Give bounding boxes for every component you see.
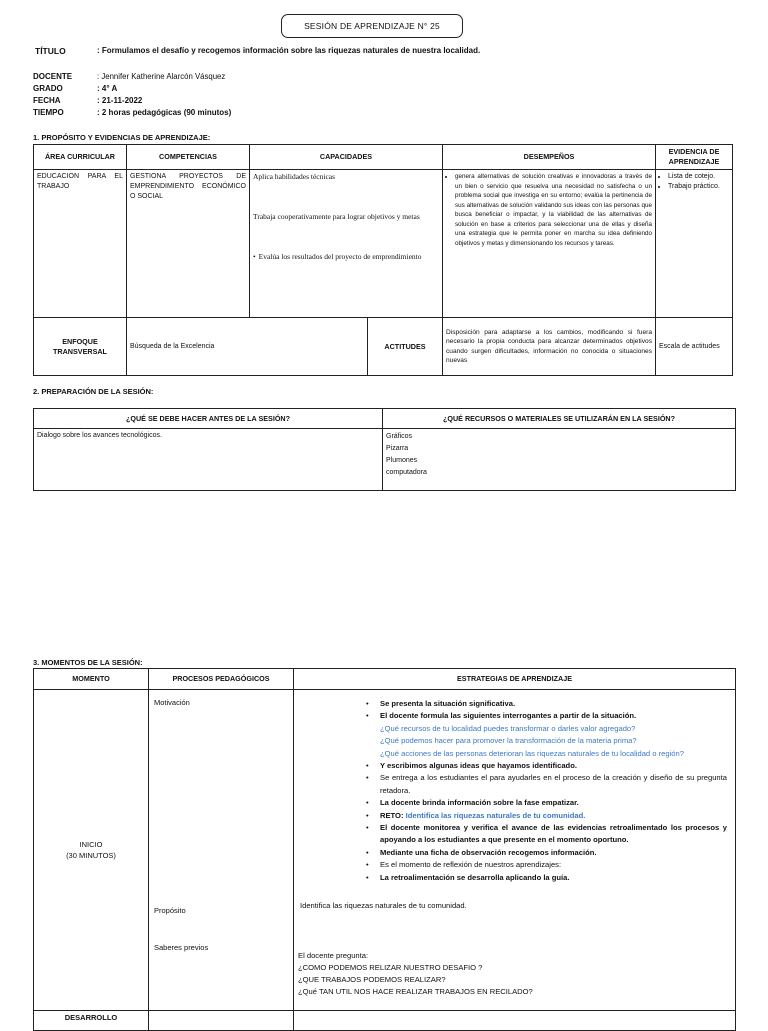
actitudes-value: Disposición para adaptarse a los cambios, modificando si fuera necesario la propia conducta para alcanzar determinados objetivos cuando surgen dificultades, información no conocida o situaciones nuevas (443, 318, 656, 376)
evidencia-item: • Lista de cotejo. (668, 172, 729, 182)
strategy-item (364, 822, 727, 847)
recurso-item: Plumones (386, 457, 418, 464)
strategy-text: ¿Qué podemos hacer para promover la transformación de la materia prima? (380, 736, 637, 746)
bullet-icon: • (366, 847, 369, 857)
strategy-item (364, 772, 727, 797)
desarrollo-proceso (149, 1011, 294, 1031)
capacidad-3: Evalúa los resultados del proyecto de emprendimiento (258, 252, 422, 261)
proposito-text: Identifica las riquezas naturales de tu comunidad. (300, 901, 467, 910)
docente-value: : Jennifer Katherine Alarcón Vásquez (97, 72, 226, 81)
strategy-text: La docente brinda información sobre la fase empatizar. (380, 798, 579, 808)
bullet-icon: • (366, 798, 369, 808)
strategy-text: Se entrega a los estudiantes el para ayudarles en el proceso de la creación y diseño de su pregunta retadora. (380, 773, 727, 795)
strategy-text: Y escribimos algunas ideas que hayamos identificado. (380, 761, 577, 771)
saberes-label: Saberes previos (154, 943, 209, 952)
antes-cell: Dialogo sobre los avances tecnológicos. (34, 429, 383, 491)
competencia-cell: GESTIONA PROYECTOS DE EMPRENDIMIENTO ECONÓMICO O SOCIAL (127, 170, 250, 318)
strategy-item (364, 723, 727, 735)
procesos-cell (149, 690, 294, 1011)
header-capacidades: CAPACIDADES (250, 145, 443, 170)
motivacion-label: Motivación (154, 698, 190, 707)
strategy-text: El docente formula las siguientes interrogantes a partir de la situación. (380, 711, 637, 721)
header-competencias: COMPETENCIAS (127, 145, 250, 170)
saberes-block (298, 950, 533, 998)
recursos-cell (383, 429, 736, 491)
docente-label: DOCENTE (33, 72, 73, 81)
fecha-value: : 21-11-2022 (97, 96, 143, 105)
inicio-label: INICIO (79, 840, 103, 849)
strategy-item (364, 698, 727, 710)
strategy-item (364, 847, 727, 859)
area-cell: EDUCACION PARA EL TRABAJO (34, 170, 127, 318)
preparacion-table (33, 408, 736, 491)
page-title: SESIÓN DE APRENDIZAJE N° 25 (281, 14, 463, 38)
bullet-icon: • (366, 810, 369, 820)
desempeno-text: • genera alternativas de solución creativas e innovadoras a través de un bien o servicio que resuelva una necesidad no satisfecha o un problema social que investiga en su entorno; evalúa la pertinencia de sus alternativas de solución validando sus ideas con las personas que busca beneficiar o impactar, y la viabilidad de las alternativas de solución en base a criterios para seleccionar una de ellas y diseña una estrategia que le permita poner en marcha su idea definiendo objetivos y metas y dimensionando los recursos y tareas. (455, 172, 652, 248)
strategy-item (364, 859, 727, 871)
momentos-table (33, 668, 736, 1031)
bullet-icon: • (366, 860, 369, 870)
saberes-question: ¿Qué TAN UTIL NOS HACE REALIZAR TRABAJOS EN RECILADO? (298, 987, 533, 996)
inicio-time: (30 MINUTOS) (66, 851, 116, 860)
recurso-item: Gráficos (386, 433, 413, 440)
strategy-item (364, 810, 727, 822)
recurso-item: computadora (386, 469, 427, 476)
bullet-icon: • (253, 252, 256, 261)
strategy-text: Mediante una ficha de observación recogemos información. (380, 847, 597, 857)
bullet-icon: • (366, 823, 369, 833)
desarrollo-label: DESARROLLO (34, 1011, 149, 1031)
section3-title: 3. MOMENTOS DE LA SESIÓN: (33, 658, 143, 667)
evidencia-item: • Trabajo práctico. (668, 182, 729, 192)
bullet-icon: • (366, 761, 369, 771)
saberes-question: ¿COMO PODEMOS RELIZAR NUESTRO DESAFIO ? (298, 963, 483, 972)
strategy-text: La retroalimentación se desarrolla aplicando la guía. (380, 872, 570, 882)
strategy-text: RETO: Identifica las riquezas naturales de tu comunidad. (380, 810, 586, 820)
titulo-value: : Formulamos el desafío y recogemos información sobre las riquezas naturales de nuestra localidad. (97, 46, 481, 55)
proposito-label: Propósito (154, 906, 186, 915)
header-procesos: PROCESOS PEDAGÓGICOS (149, 669, 294, 690)
bullet-icon: • (366, 699, 369, 708)
tiempo-label: TIEMPO (33, 108, 64, 117)
inicio-cell (34, 690, 149, 1011)
strategy-text: Se presenta la situación significativa. (380, 699, 516, 708)
escala-cell: Escala de actitudes (656, 318, 733, 376)
strategy-item (364, 748, 727, 760)
capacidad-1: Aplica habilidades técnicas (253, 172, 336, 181)
estrategias-cell (294, 690, 736, 1011)
bullet-icon: • (366, 872, 369, 882)
capacidades-cell (250, 170, 443, 318)
strategy-item (364, 760, 727, 772)
proposito-table (33, 144, 733, 376)
header-antes: ¿QUÉ SE DEBE HACER ANTES DE LA SESIÓN? (34, 409, 383, 429)
strategy-text: ¿Qué acciones de las personas deterioran las riquezas naturales de tu localidad o región? (380, 748, 684, 758)
grado-value: : 4° A (97, 84, 118, 93)
strategy-item (364, 735, 727, 747)
titulo-label: TÍTULO (35, 46, 66, 56)
strategy-item (364, 710, 727, 722)
section1-title: 1. PROPÓSITO Y EVIDENCIAS DE APRENDIZAJE: (33, 133, 211, 142)
saberes-question: ¿QUE TRABAJOS PODEMOS REALIZAR? (298, 975, 446, 984)
strategy-item (364, 872, 727, 884)
enfoque-value: Búsqueda de la Excelencia (127, 318, 368, 376)
section2-title: 2. PREPARACIÓN DE LA SESIÓN: (33, 387, 154, 396)
tiempo-value: : 2 horas pedagógicas (90 minutos) (97, 108, 232, 117)
grado-label: GRADO (33, 84, 63, 93)
header-recursos: ¿QUÉ RECURSOS O MATERIALES SE UTILIZARÁN EN LA SESIÓN? (383, 409, 736, 429)
strategy-item (364, 797, 727, 809)
header-area: ÁREA CURRICULAR (34, 145, 127, 170)
strategies-list (364, 698, 727, 884)
actitudes-label: ACTITUDES (368, 318, 443, 376)
header-desempenos: DESEMPEÑOS (443, 145, 656, 170)
header-estrategias: ESTRATEGIAS DE APRENDIZAJE (294, 669, 736, 690)
capacidad-3-row (253, 252, 439, 262)
desempeno-cell (443, 170, 656, 318)
saberes-intro: El docente pregunta: (298, 951, 369, 960)
strategy-text: ¿Qué recursos de tu localidad puedes transformar o darles valor agregado? (380, 723, 636, 733)
fecha-label: FECHA (33, 96, 61, 105)
desarrollo-estrategia (294, 1011, 736, 1031)
bullet-icon: • (366, 711, 369, 721)
strategy-text: El docente monitorea y verifica el avance de las evidencias retroalimentado los procesos y apoyando a los estudiantes a que presente en el momento oportuno. (380, 823, 727, 845)
header-evidencia: EVIDENCIA DE APRENDIZAJE (656, 145, 733, 170)
evidencia-cell (656, 170, 733, 318)
recurso-item: Pizarra (386, 445, 409, 452)
enfoque-label: ENFOQUE TRANSVERSAL (34, 318, 127, 376)
header-momento: MOMENTO (34, 669, 149, 690)
strategy-text: Es el momento de reflexión de nuestros aprendizajes: (380, 860, 562, 870)
capacidad-2: Trabaja cooperativamente para lograr objetivos y metas (253, 212, 420, 221)
bullet-icon: • (366, 773, 369, 783)
